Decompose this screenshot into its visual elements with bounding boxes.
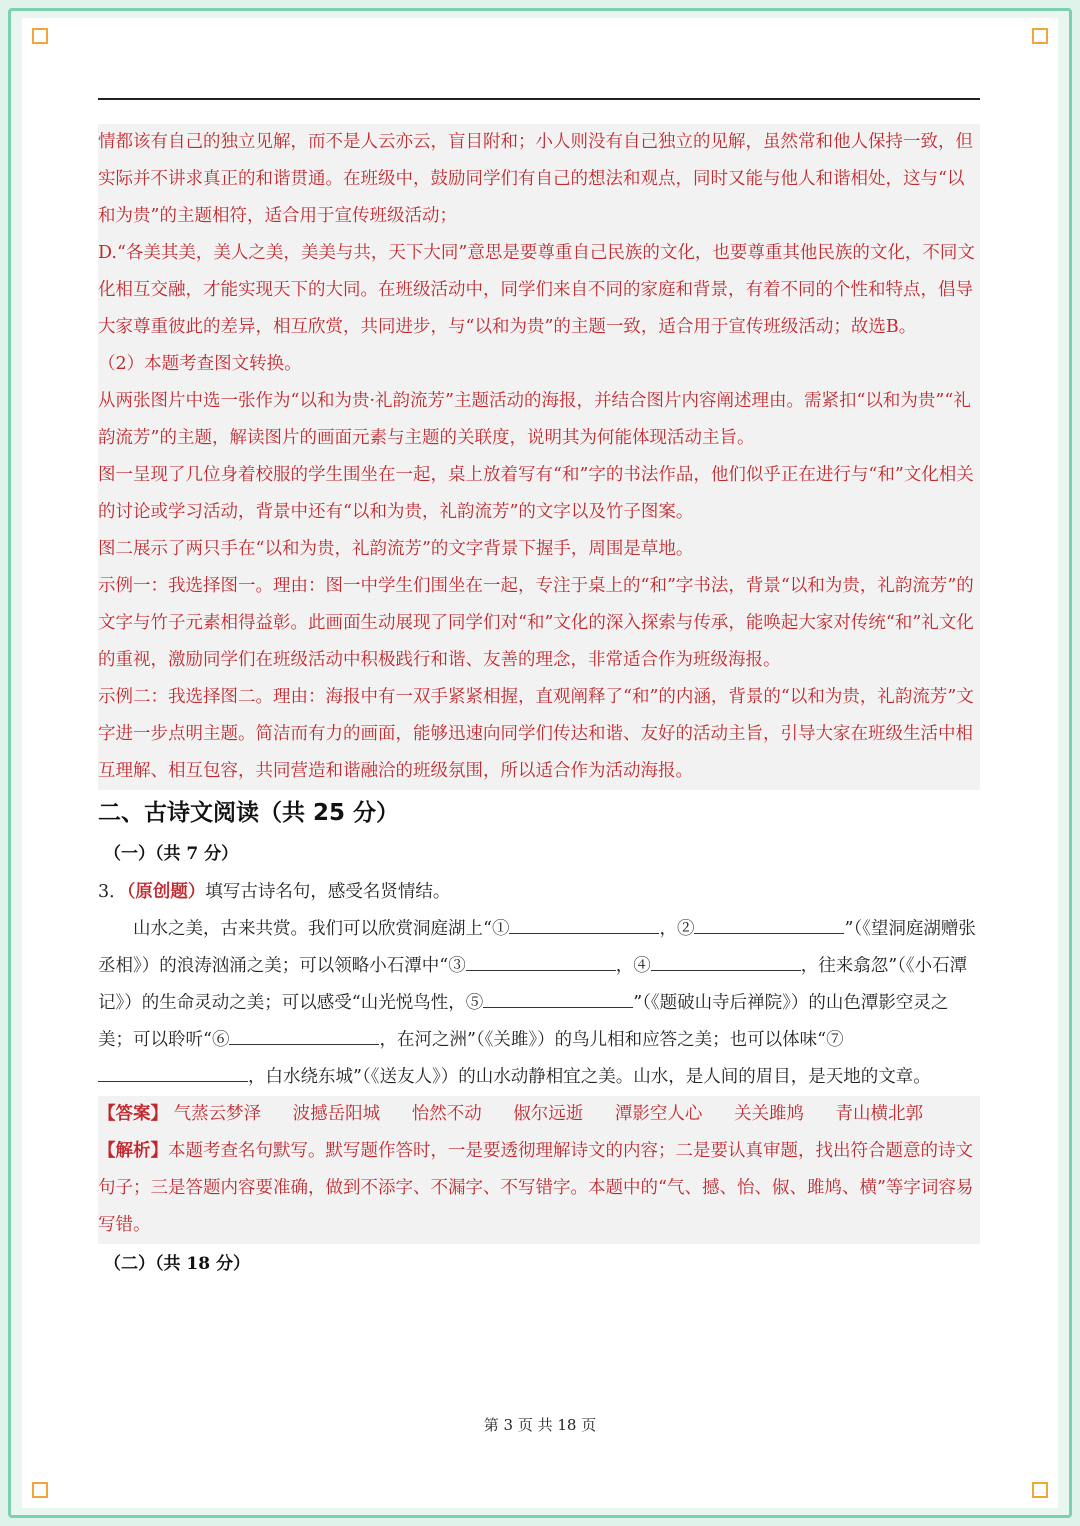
fill-blank[interactable]: [466, 950, 616, 971]
fill-blank[interactable]: [651, 950, 801, 971]
fill-blank[interactable]: [483, 987, 633, 1008]
question-3: [98, 874, 980, 1096]
fill-blank[interactable]: [229, 1024, 379, 1045]
corner-ornament: [32, 1482, 48, 1498]
question-number: 3．: [98, 882, 127, 902]
section-title: 二、古诗文阅读（共 25 分）: [98, 800, 400, 826]
answer-paragraph: 图一呈现了几位身着校服的学生围坐在一起，桌上放着写有“和”字的书法作品，他们似乎正在进行与“和”文化相关的讨论或学习活动，背景中还有“以和为贵，礼韵流芳”的文字以及竹子图案。: [98, 465, 974, 522]
question-tag: （原创题）: [126, 882, 206, 902]
answer-item: 青山横北郭: [835, 1104, 924, 1124]
answer-explanation-block: [98, 124, 980, 790]
answer-paragraph: （2）本题考查图文转换。: [98, 354, 302, 374]
corner-ornament: [1032, 28, 1048, 44]
corner-ornament: [1032, 1482, 1048, 1498]
answer-item: 波撼岳阳城: [292, 1104, 381, 1124]
question-body: 山水之美，古来共赏。我们可以欣赏洞庭湖上“① ，② ”（《望洞庭湖赠张丞相》）的浪涛汹涌之美；可以领略小石潭中“③ ，④ ，往来翕忽”（《小石潭记》）的生命灵动之美；可以感受“山光悦鸟性，⑤ ”（《题破山寺后禅院》）的山色潭影空灵之美；可以聆听“⑥ ，在河之洲”（《关雎》）的鸟儿相和应答之美；也可以体味“⑦，白水绕东城”（《送友人》）的山水动静相宜之美。山水，是人间的眉目，是天地的文章。: [98, 911, 980, 1096]
answer-item: 潭影空人心: [614, 1104, 703, 1124]
answer-item: 关关雎鸠: [733, 1104, 804, 1124]
answer-paragraph: 从两张图片中选一张作为“以和为贵·礼韵流芳”主题活动的海报，并结合图片内容阐述理由。需紧扣“以和为贵”“礼韵流芳”的主题，解读图片的画面元素与主题的关联度，说明其为何能体现活动主旨。: [98, 391, 971, 448]
page-footer: 第 3 页 共 18 页: [483, 1416, 597, 1434]
subsection-title: （二）（共 18 分）: [104, 1254, 250, 1274]
question-prompt: 填写古诗名句，感受名贤情结。: [205, 882, 451, 902]
answer-paragraph: 图二展示了两只手在“以和为贵，礼韵流芳”的文字背景下握手，周围是草地。: [98, 539, 694, 559]
answer-item: 俶尔远逝: [513, 1104, 584, 1124]
fill-blank[interactable]: [509, 913, 659, 934]
answer-line: [98, 1096, 980, 1133]
answer-item: 气蒸云梦泽: [173, 1104, 262, 1124]
answer-paragraph: 示例一：我选择图一。理由：图一中学生们围坐在一起，专注于桌上的“和”字书法，背景“以和为贵，礼韵流芳”的文字与竹子元素相得益彰。此画面生动展现了同学们对“和”文化的深入探索与传承，能唤起大家对传统“和”礼文化的重视，激励同学们在班级活动中积极践行和谐、友善的理念，非常适合作为班级海报。: [98, 576, 974, 670]
answer-block-q3: [98, 1096, 980, 1244]
header-rule: [98, 98, 980, 100]
answer-paragraph: D.“各美其美，美人之美，美美与共，天下大同”意思是要尊重自己民族的文化，也要尊重其他民族的文化，不同文化相互交融，才能实现天下的大同。在班级活动中，同学们来自不同的家庭和背景，有着不同的个性和特点，倡导大家尊重彼此的差异，相互欣赏，共同进步，与“以和为贵”的主题一致，适合用于宣传班级活动；故选B。: [98, 243, 975, 337]
answer-paragraph: 情都该有自己的独立见解，而不是人云亦云，盲目附和；小人则没有自己独立的见解，虽然常和他人保持一致，但实际并不讲求真正的和谐贯通。在班级中，鼓励同学们有自己的想法和观点，同时又能与他人和谐相处，这与“以和为贵”的主题相符，适合用于宣传班级活动；: [98, 132, 973, 226]
subsection-title: （一）（共 7 分）: [104, 844, 239, 864]
fill-blank[interactable]: [98, 1061, 248, 1082]
answer-item: 怡然不动: [411, 1104, 482, 1124]
analysis-text: 本题考查名句默写。默写题作答时，一是要透彻理解诗文的内容；二是要认真审题，找出符合题意的诗文句子；三是答题内容要准确，做到不添字、不漏字、不写错字。本题中的“气、撼、怡、俶、雎鸠、横”等字词容易写错。: [98, 1141, 974, 1235]
document-content: [98, 124, 980, 1284]
fill-blank[interactable]: [694, 913, 844, 934]
corner-ornament: [32, 28, 48, 44]
analysis-line: [98, 1133, 980, 1244]
analysis-label: 【解析】: [98, 1141, 168, 1161]
answer-paragraph: 示例二：我选择图二。理由：海报中有一双手紧紧相握，直观阐释了“和”的内涵，背景的“以和为贵，礼韵流芳”文字进一步点明主题。简洁而有力的画面，能够迅速向同学们传达和谐、友好的活动主旨，引导大家在班级生活中相互理解、相互包容，共同营造和谐融洽的班级氛围，所以适合作为活动海报。: [98, 687, 974, 781]
answer-label: 【答案】: [98, 1104, 168, 1124]
